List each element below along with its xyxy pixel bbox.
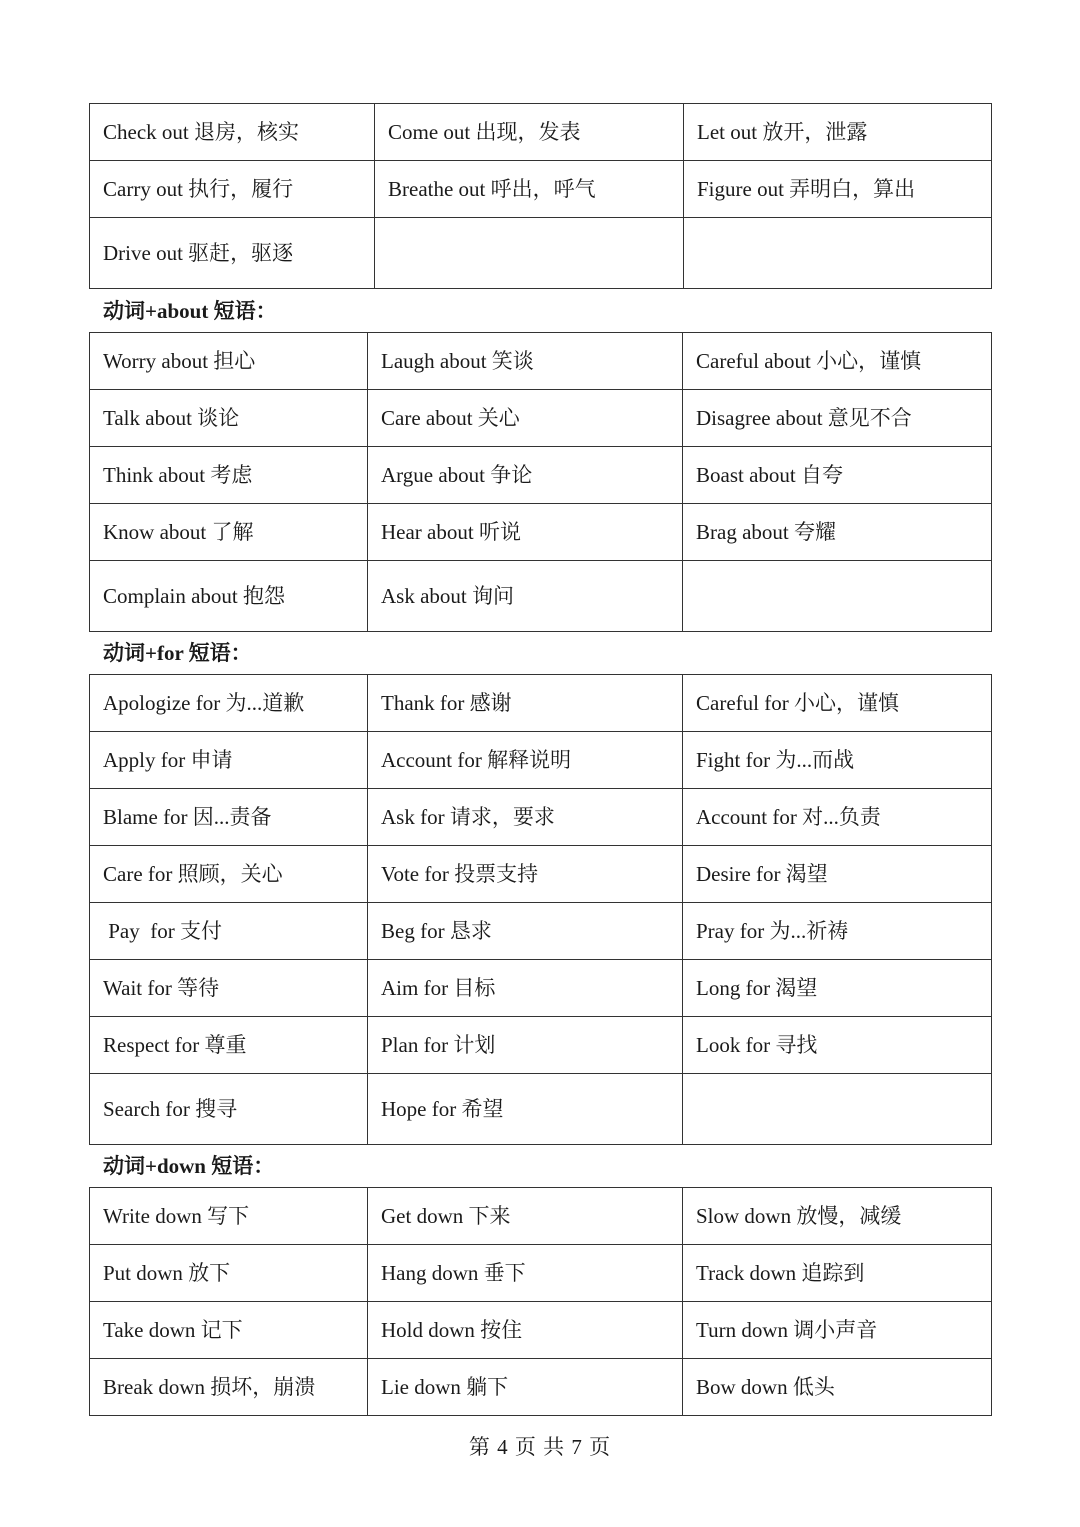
phrase-cell: Let out 放开，泄露 <box>684 104 992 161</box>
table-row <box>90 333 992 390</box>
phrase-cell: Thank for 感谢 <box>368 675 683 732</box>
table-row <box>90 1188 992 1245</box>
about-phrases-table <box>89 332 992 632</box>
table-row <box>90 1359 992 1416</box>
section-heading-down: 动词+down 短语： <box>103 1154 275 1178</box>
phrase-cell: Beg for 恳求 <box>368 903 683 960</box>
phrase-cell: Long for 渴望 <box>683 960 992 1017</box>
empty-cell <box>683 1074 992 1145</box>
table-row <box>90 504 992 561</box>
phrase-cell: Breathe out 呼出，呼气 <box>375 161 684 218</box>
phrase-cell: Laugh about 笑谈 <box>368 333 683 390</box>
out-phrases-table <box>89 103 992 289</box>
phrase-cell: Write down 写下 <box>90 1188 368 1245</box>
phrase-cell: Fight for 为...而战 <box>683 732 992 789</box>
phrase-cell: Put down 放下 <box>90 1245 368 1302</box>
table-row <box>90 1245 992 1302</box>
phrase-cell: Brag about 夸耀 <box>683 504 992 561</box>
phrase-cell: Worry about 担心 <box>90 333 368 390</box>
phrase-cell: Get down 下来 <box>368 1188 683 1245</box>
phrase-cell: Careful about 小心，谨慎 <box>683 333 992 390</box>
phrase-cell: Plan for 计划 <box>368 1017 683 1074</box>
table-row <box>90 104 992 161</box>
page-number-footer: 第 4 页 共 7 页 <box>468 1435 612 1459</box>
phrase-cell: Lie down 躺下 <box>368 1359 683 1416</box>
section-heading-about: 动词+about 短语： <box>103 299 277 323</box>
phrase-cell: Wait for 等待 <box>90 960 368 1017</box>
table-row <box>90 1017 992 1074</box>
empty-cell <box>683 561 992 632</box>
table-row <box>90 1302 992 1359</box>
phrase-cell: Hear about 听说 <box>368 504 683 561</box>
phrase-cell: Account for 解释说明 <box>368 732 683 789</box>
phrase-cell: Hope for 希望 <box>368 1074 683 1145</box>
phrase-cell: Slow down 放慢，减缓 <box>683 1188 992 1245</box>
table-row <box>90 390 992 447</box>
phrase-cell: Hang down 垂下 <box>368 1245 683 1302</box>
phrase-cell: Vote for 投票支持 <box>368 846 683 903</box>
table-row <box>90 218 992 289</box>
phrase-cell: Turn down 调小声音 <box>683 1302 992 1359</box>
phrase-cell: Ask for 请求，要求 <box>368 789 683 846</box>
phrase-cell: Talk about 谈论 <box>90 390 368 447</box>
phrase-cell: Carry out 执行，履行 <box>90 161 375 218</box>
phrase-cell: Care about 关心 <box>368 390 683 447</box>
phrase-cell: Bow down 低头 <box>683 1359 992 1416</box>
table-row <box>90 1074 992 1145</box>
empty-cell <box>375 218 684 289</box>
table-row <box>90 789 992 846</box>
phrase-cell: Figure out 弄明白，算出 <box>684 161 992 218</box>
table-row <box>90 903 992 960</box>
phrase-cell: Blame for 因...责备 <box>90 789 368 846</box>
phrase-cell: Aim for 目标 <box>368 960 683 1017</box>
phrase-cell: Complain about 抱怨 <box>90 561 368 632</box>
phrase-cell: Break down 损坏，崩溃 <box>90 1359 368 1416</box>
phrase-cell: Know about 了解 <box>90 504 368 561</box>
phrase-cell: Pray for 为...祈祷 <box>683 903 992 960</box>
section-heading-for: 动词+for 短语： <box>103 641 252 665</box>
phrase-cell: Disagree about 意见不合 <box>683 390 992 447</box>
phrase-cell: Apologize for 为...道歉 <box>90 675 368 732</box>
down-phrases-table <box>89 1187 992 1416</box>
table-row <box>90 675 992 732</box>
phrase-cell: Hold down 按住 <box>368 1302 683 1359</box>
phrase-cell: Check out 退房，核实 <box>90 104 375 161</box>
phrase-cell: Think about 考虑 <box>90 447 368 504</box>
for-phrases-table <box>89 674 992 1145</box>
phrase-cell: Careful for 小心，谨慎 <box>683 675 992 732</box>
phrase-cell: Desire for 渴望 <box>683 846 992 903</box>
phrase-cell: Care for 照顾，关心 <box>90 846 368 903</box>
phrase-cell: Respect for 尊重 <box>90 1017 368 1074</box>
table-row <box>90 846 992 903</box>
phrase-cell: Argue about 争论 <box>368 447 683 504</box>
phrase-cell: Drive out 驱赶，驱逐 <box>90 218 375 289</box>
table-row <box>90 561 992 632</box>
phrase-cell: Ask about 询问 <box>368 561 683 632</box>
phrase-cell: Search for 搜寻 <box>90 1074 368 1145</box>
table-row <box>90 960 992 1017</box>
phrase-cell: Track down 追踪到 <box>683 1245 992 1302</box>
empty-cell <box>684 218 992 289</box>
phrase-cell: Pay for 支付 <box>90 903 368 960</box>
phrase-cell: Look for 寻找 <box>683 1017 992 1074</box>
table-row <box>90 732 992 789</box>
table-row <box>90 447 992 504</box>
phrase-cell: Come out 出现，发表 <box>375 104 684 161</box>
phrase-cell: Boast about 自夸 <box>683 447 992 504</box>
phrase-cell: Apply for 申请 <box>90 732 368 789</box>
table-row <box>90 161 992 218</box>
phrase-cell: Take down 记下 <box>90 1302 368 1359</box>
phrase-cell: Account for 对...负责 <box>683 789 992 846</box>
